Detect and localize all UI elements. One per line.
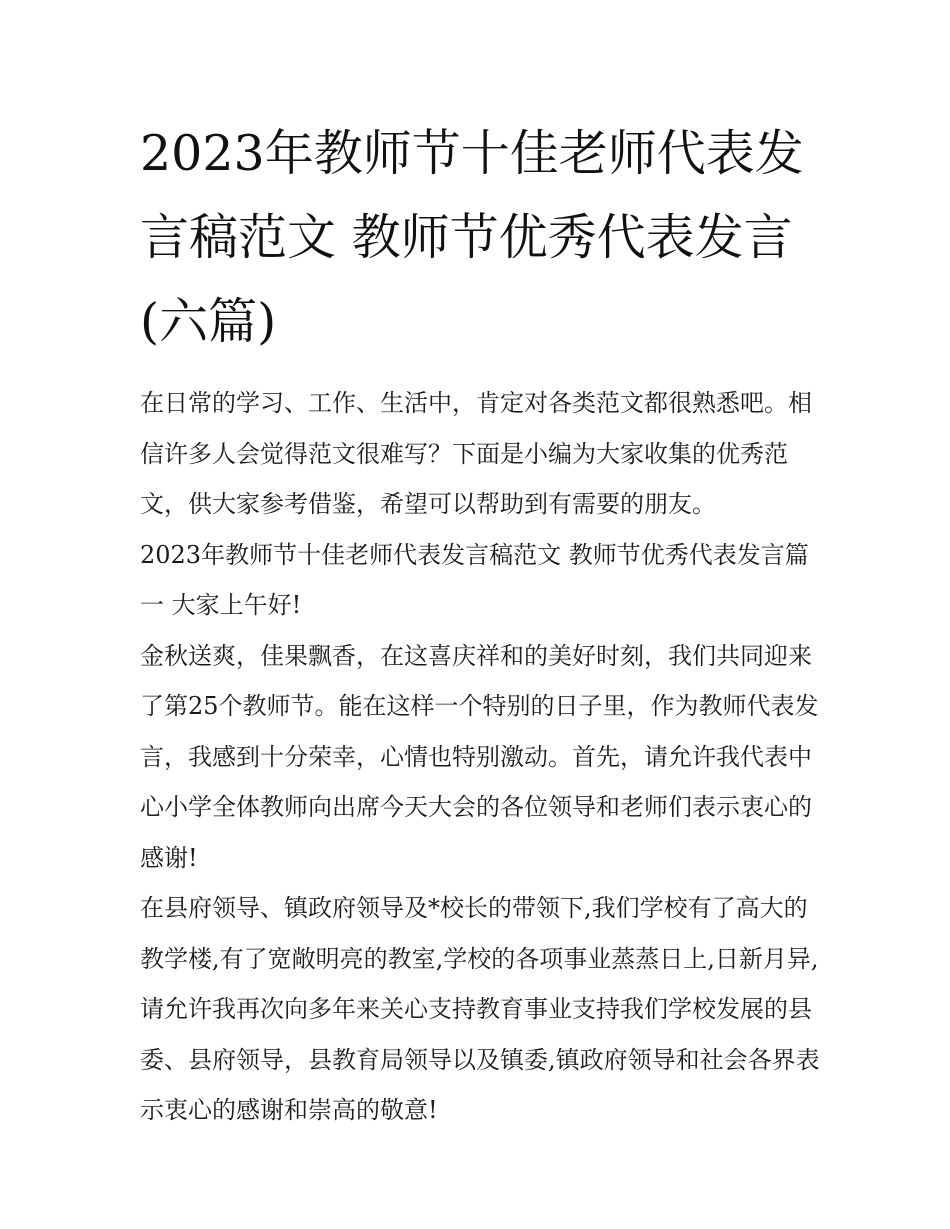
paragraph-speech-opening: 金秋送爽，佳果飘香，在这喜庆祥和的美好时刻，我们共同迎来了第25个教师节。能在这样一个特别的日子里，作为教师代表发言，我感到十分荣幸，心情也特别激动。首先，请允许我代表中心小学全体教师向出席今天大会的各位领导和老师们表示衷心的感谢! (140, 641, 819, 872)
document-title: 2023年教师节十佳老师代表发言稿范文 教师节优秀代表发言(六篇) (140, 125, 804, 350)
paragraph-intro: 在日常的学习、工作、生活中，肯定对各类范文都很熟悉吧。相信许多人会觉得范文很难写？下面是小编为大家收集的优秀范文，供大家参考借鉴，希望可以帮助到有需要的朋友。 (140, 389, 812, 518)
document-body (140, 378, 820, 1136)
paragraph-heading: 2023年教师节十佳老师代表发言稿范文 教师节优秀代表发言篇一 大家上午好! (140, 540, 809, 619)
document-page (140, 112, 820, 1136)
paragraph-speech-thanks: 在县府领导、镇政府领导及*校长的带领下,我们学校有了高大的教学楼,有了宽敞明亮的教室,学校的各项事业蒸蒸日上,日新月异,请允许我再次向多年来关心支持教育事业支持我们学校发展的县委、县府领导，县教育局领导以及镇委,镇政府领导和社会各界表示衷心的感谢和崇高的敬意! (140, 894, 820, 1124)
